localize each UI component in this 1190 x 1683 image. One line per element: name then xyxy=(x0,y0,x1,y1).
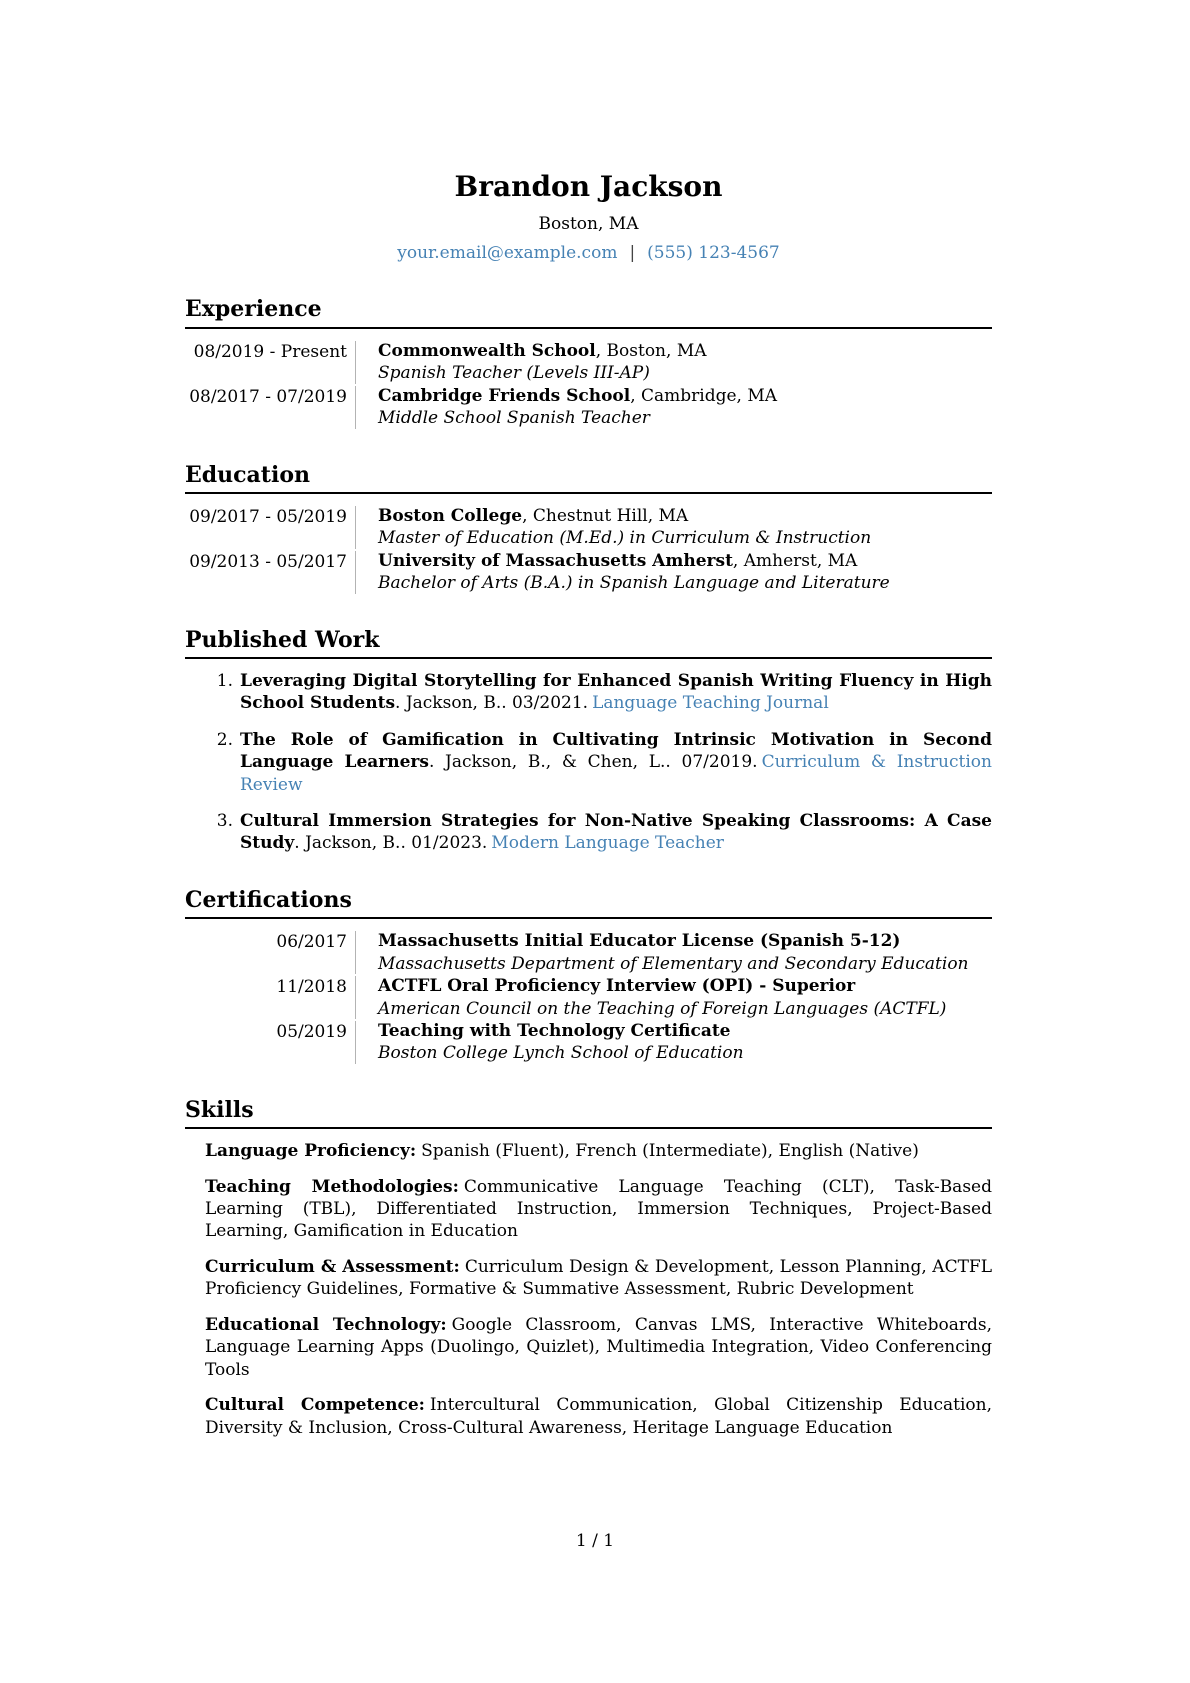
section-experience xyxy=(185,297,992,429)
person-location: Boston, MA xyxy=(538,213,639,234)
experience-entry xyxy=(185,385,992,430)
publication-item xyxy=(203,810,992,855)
entry-subtitle: Middle School Spanish Teacher xyxy=(378,408,650,429)
contact-line xyxy=(185,242,992,264)
email-link[interactable]: your.email@example.com xyxy=(397,243,618,264)
certification-entry xyxy=(185,930,992,975)
section-title: Certifications xyxy=(185,888,992,919)
certification-entry xyxy=(185,975,992,1020)
publication-journal-link[interactable]: Curriculum & Instruction Review xyxy=(240,752,992,795)
entry-subtitle: American Council on the Teaching of Foreign Languages (ACTFL) xyxy=(378,998,947,1019)
entry-dates: 08/2017 - 07/2019 xyxy=(189,386,347,407)
publication-number: 1. xyxy=(216,670,233,691)
publication-title: Leveraging Digital Storytelling for Enhanced Spanish Writing Fluency in High School Students xyxy=(240,670,992,714)
skill-text: Google Classroom, Canvas LMS, Interactive Whiteboards, Language Learning Apps (Duolingo, Quizlet), Multimedia Integration, Video Conferencing Tools xyxy=(205,1314,993,1380)
entry-title-line xyxy=(378,930,992,952)
resume-header xyxy=(185,170,992,264)
section-published-work xyxy=(185,628,992,855)
entry-subtitle: Boston College Lynch School of Education xyxy=(378,1043,744,1064)
skill-text: Spanish (Fluent), French (Intermediate), English (Native) xyxy=(421,1141,919,1162)
entry-title: ACTFL Oral Proficiency Interview (OPI) - Superior xyxy=(378,976,856,997)
publication-text xyxy=(233,810,992,855)
entry-location: , Boston, MA xyxy=(595,340,707,361)
skill-label: Language Proficiency: xyxy=(205,1141,417,1162)
skill-label: Cultural Competence: xyxy=(205,1395,425,1416)
experience-entry xyxy=(185,340,992,385)
page-number: 1 / 1 xyxy=(575,1531,615,1551)
entry-location: , Amherst, MA xyxy=(732,550,858,571)
entry-dates: 11/2018 xyxy=(276,977,347,998)
certification-entry xyxy=(185,1020,992,1065)
entry-title-line xyxy=(378,975,992,997)
publication-title: Cultural Immersion Strategies for Non-Native Speaking Classrooms: A Case Study xyxy=(240,811,992,854)
publication-meta: . Jackson, B.. 03/2021. xyxy=(395,693,589,714)
entry-dates: 05/2019 xyxy=(276,1021,347,1042)
entry-location: , Chestnut Hill, MA xyxy=(522,505,689,526)
phone-link[interactable]: (555) 123-4567 xyxy=(647,243,780,264)
entry-subtitle: Master of Education (M.Ed.) in Curriculum & Instruction xyxy=(378,528,872,549)
entry-subtitle: Bachelor of Arts (B.A.) in Spanish Language and Literature xyxy=(378,573,890,594)
skill-label: Curriculum & Assessment: xyxy=(205,1256,460,1277)
publication-number: 3. xyxy=(216,811,233,832)
skill-text: Communicative Language Teaching (CLT), Task-Based Learning (TBL), Differentiated Instruction, Immersion Techniques, Project-Based Learning, Gamification in Education xyxy=(205,1176,992,1242)
education-entry xyxy=(185,550,992,595)
entry-dates: 09/2013 - 05/2017 xyxy=(189,551,347,572)
entry-title: Cambridge Friends School xyxy=(378,385,631,406)
publication-text xyxy=(233,729,992,796)
entry-title-line xyxy=(378,550,992,572)
skill-label: Educational Technology: xyxy=(205,1314,447,1335)
entry-title-line xyxy=(378,505,992,527)
entry-title-line xyxy=(378,1020,992,1042)
section-title: Published Work xyxy=(185,628,992,659)
section-certifications xyxy=(185,888,992,1065)
publication-meta: . Jackson, B.. 01/2023. xyxy=(294,833,488,854)
skill-text: Intercultural Communication, Global Citizenship Education, Diversity & Inclusion, Cross-Cultural Awareness, Heritage Language Education xyxy=(205,1395,992,1438)
skill-item xyxy=(185,1140,992,1162)
skill-label: Teaching Methodologies: xyxy=(205,1176,459,1197)
entry-title: University of Massachusetts Amherst xyxy=(378,550,733,571)
entry-dates: 09/2017 - 05/2019 xyxy=(189,506,347,527)
section-title: Experience xyxy=(185,297,992,328)
entry-subtitle: Massachusetts Department of Elementary and Secondary Education xyxy=(378,953,969,974)
entry-title: Massachusetts Initial Educator License (Spanish 5-12) xyxy=(378,931,901,952)
skill-text: Curriculum Design & Development, Lesson Planning, ACTFL Proficiency Guidelines, Formative & Summative Assessment, Rubric Development xyxy=(205,1256,992,1300)
skill-item xyxy=(185,1256,992,1301)
publication-item xyxy=(203,729,992,796)
publication-journal-link[interactable]: Modern Language Teacher xyxy=(491,833,724,854)
entry-title: Boston College xyxy=(378,505,523,526)
entry-subtitle: Spanish Teacher (Levels III-AP) xyxy=(378,363,650,384)
entry-location: , Cambridge, MA xyxy=(630,385,778,406)
entry-title: Commonwealth School xyxy=(378,340,596,361)
entry-dates: 06/2017 xyxy=(276,932,347,953)
entry-title-line xyxy=(378,385,992,407)
publication-text xyxy=(233,670,992,715)
publication-journal-link[interactable]: Language Teaching Journal xyxy=(592,693,829,714)
section-title: Education xyxy=(185,463,992,494)
person-name: Brandon Jackson xyxy=(454,170,723,203)
section-skills xyxy=(185,1098,992,1439)
skill-item xyxy=(185,1176,992,1243)
skill-item xyxy=(185,1314,992,1381)
section-title: Skills xyxy=(185,1098,992,1129)
publication-title: The Role of Gamification in Cultivating Intrinsic Motivation in Second Language Learners xyxy=(240,729,992,773)
entry-title-line xyxy=(378,340,992,362)
publication-meta: . Jackson, B., & Chen, L.. 07/2019. xyxy=(428,752,758,773)
section-education xyxy=(185,463,992,595)
entry-title: Teaching with Technology Certificate xyxy=(378,1020,731,1041)
contact-separator: | xyxy=(629,243,636,264)
education-entry xyxy=(185,505,992,550)
skill-item xyxy=(185,1394,992,1439)
publication-item xyxy=(203,670,992,715)
publication-number: 2. xyxy=(216,729,233,750)
entry-dates: 08/2019 - Present xyxy=(193,341,347,362)
